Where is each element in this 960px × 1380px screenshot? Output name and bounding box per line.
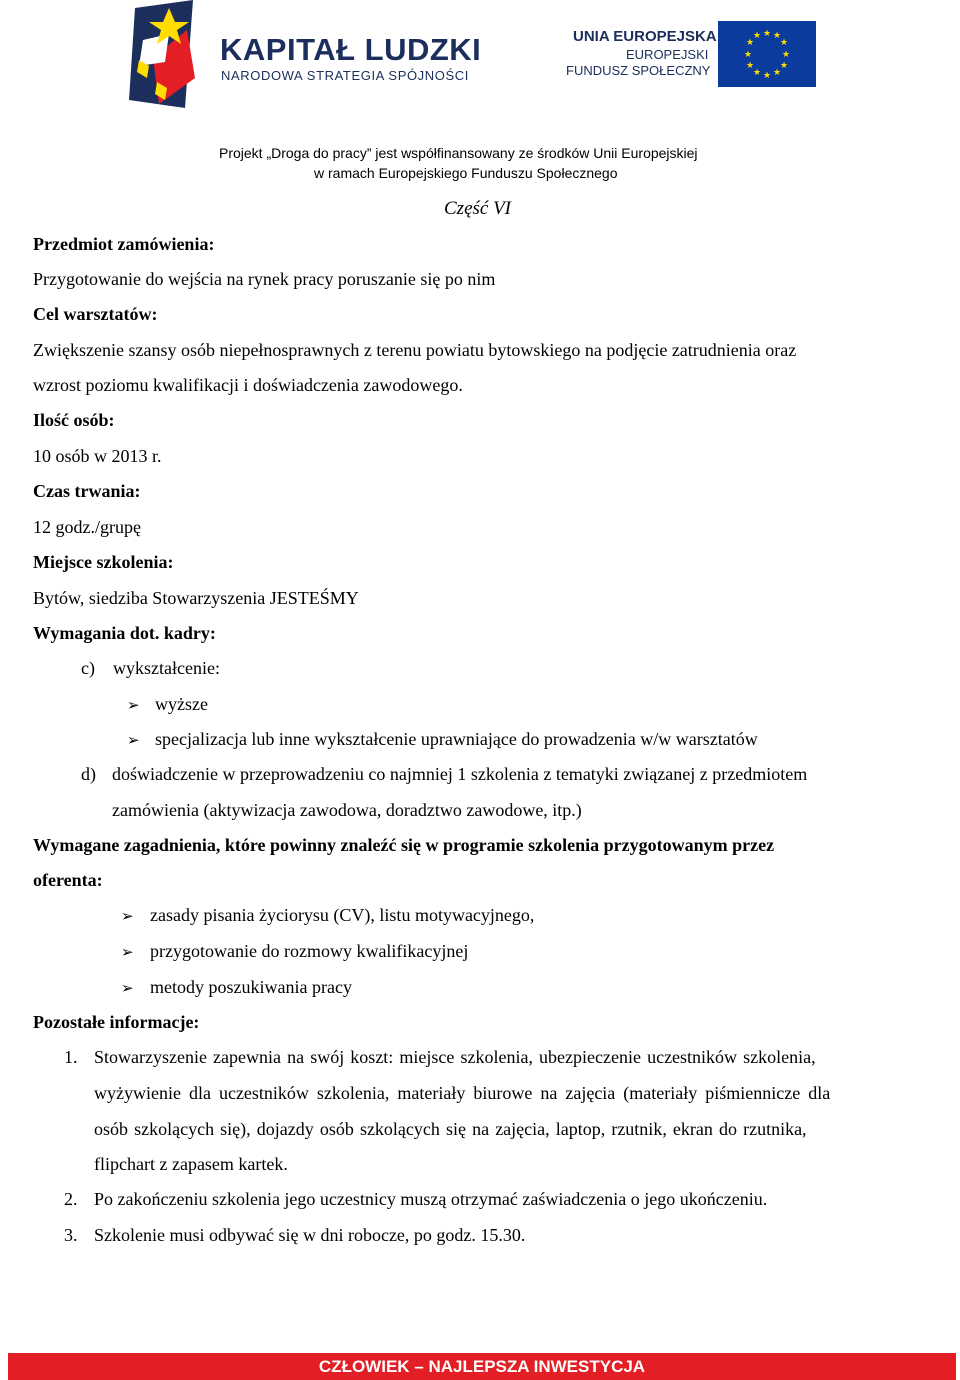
goal-line-2: wzrost poziomu kwalifikacji i doświadczenia zawodowego. (33, 375, 463, 395)
people-label: Ilość osób: (33, 410, 115, 430)
topic-item: metody poszukiwania pracy (150, 977, 352, 997)
other-1-marker: 1. (64, 1047, 78, 1067)
logo-subtitle: NARODOWA STRATEGIA SPÓJNOŚCI (221, 68, 469, 83)
footer-slogan: CZŁOWIEK – NAJLEPSZA INWESTYCJA (318, 1357, 646, 1376)
eu-flag-icon (718, 21, 816, 87)
part-title: Część VI (444, 198, 512, 219)
staff-label: Wymagania dot. kadry: (33, 623, 216, 643)
eu-label-1: UNIA EUROPEJSKA (573, 28, 717, 45)
other-1-line: osób szkolących się), dojazdy osób szkolących się na zajęcia, laptop, rzutnik, ekran do rzutnika, (94, 1119, 807, 1139)
other-3-marker: 3. (64, 1225, 78, 1245)
other-3-text: Szkolenie musi odbywać się w dni robocze, po godz. 15.30. (94, 1225, 526, 1245)
footer-bar (8, 1353, 956, 1380)
svg-text:★: ★ (772, 68, 782, 78)
svg-text:★: ★ (772, 31, 782, 41)
svg-text:★: ★ (762, 71, 772, 81)
staff-c-marker: c) (81, 658, 95, 678)
other-1-line: Stowarzyszenie zapewnia na swój koszt: miejsce szkolenia, ubezpieczenie uczestników szkolenia, (94, 1047, 816, 1067)
svg-text:★: ★ (779, 38, 789, 48)
svg-text:★: ★ (743, 50, 753, 60)
topics-label-line-2: oferenta: (33, 870, 103, 890)
other-1-line: wyżywienie dla uczestników szkolenia, materiały biurowe na zajęcia (materiały piśmiennicze dla (94, 1083, 831, 1103)
svg-text:★: ★ (745, 38, 755, 48)
staff-c-item: wyższe (155, 694, 208, 714)
staff-d-line-1: doświadczenie w przeprowadzeniu co najmniej 1 szkolenia z tematyki związanej z przedmiotem (112, 764, 808, 784)
svg-text:★: ★ (779, 61, 789, 71)
arrow-bullet-icon: ➢ (127, 696, 140, 714)
goal-label: Cel warsztatów: (33, 304, 158, 324)
place-label: Miejsce szkolenia: (33, 552, 174, 572)
staff-d-line-2: zamówienia (aktywizacja zawodowa, doradztwo zawodowe, itp.) (112, 800, 582, 820)
project-line-1: Projekt „Droga do pracy” jest współfinansowany ze środków Unii Europejskiej (219, 145, 698, 161)
logo-title: KAPITAŁ LUDZKI (220, 32, 482, 67)
arrow-bullet-icon: ➢ (127, 731, 140, 749)
other-2-marker: 2. (64, 1189, 78, 1209)
eu-label-3: FUNDUSZ SPOŁECZNY (566, 63, 711, 78)
other-1-line: flipchart z zapasem kartek. (94, 1154, 288, 1174)
other-2-text: Po zakończeniu szkolenia jego uczestnicy muszą otrzymać zaświadczenia o jego ukończeniu. (94, 1189, 768, 1209)
project-line-2: w ramach Europejskiego Funduszu Społecznego (314, 165, 618, 181)
subject-label: Przedmiot zamówienia: (33, 234, 215, 254)
arrow-bullet-icon: ➢ (121, 943, 134, 961)
svg-text:★: ★ (745, 61, 755, 71)
eu-label-2: EUROPEJSKI (626, 47, 709, 62)
goal-line-1: Zwiększenie szansy osób niepełnosprawnych z terenu powiatu bytowskiego na podjęcie zatrudnienia oraz (33, 340, 797, 360)
place-value: Bytów, siedziba Stowarzyszenia JESTEŚMY (33, 588, 359, 608)
svg-text:★: ★ (762, 29, 772, 39)
duration-value: 12 godz./grupę (33, 517, 141, 537)
topic-item: przygotowanie do rozmowy kwalifikacyjnej (150, 941, 469, 961)
topic-item: zasady pisania życiorysu (CV), listu motywacyjnego, (150, 905, 535, 925)
svg-text:★: ★ (752, 68, 762, 78)
duration-label: Czas trwania: (33, 481, 141, 501)
staff-c-text: wykształcenie: (113, 658, 220, 678)
svg-text:★: ★ (752, 31, 762, 41)
svg-text:★: ★ (781, 50, 791, 60)
people-value: 10 osób w 2013 r. (33, 446, 162, 466)
subject-value: Przygotowanie do wejścia na rynek pracy poruszanie się po nim (33, 269, 496, 289)
arrow-bullet-icon: ➢ (121, 979, 134, 997)
staff-c-item: specjalizacja lub inne wykształcenie uprawniające do prowadzenia w/w warsztatów (155, 729, 758, 749)
topics-label-line-1: Wymagane zagadnienia, które powinny znaleźć się w programie szkolenia przygotowanym przez (33, 835, 775, 855)
staff-d-marker: d) (81, 764, 96, 784)
arrow-bullet-icon: ➢ (121, 907, 134, 925)
other-label: Pozostałe informacje: (33, 1012, 200, 1032)
